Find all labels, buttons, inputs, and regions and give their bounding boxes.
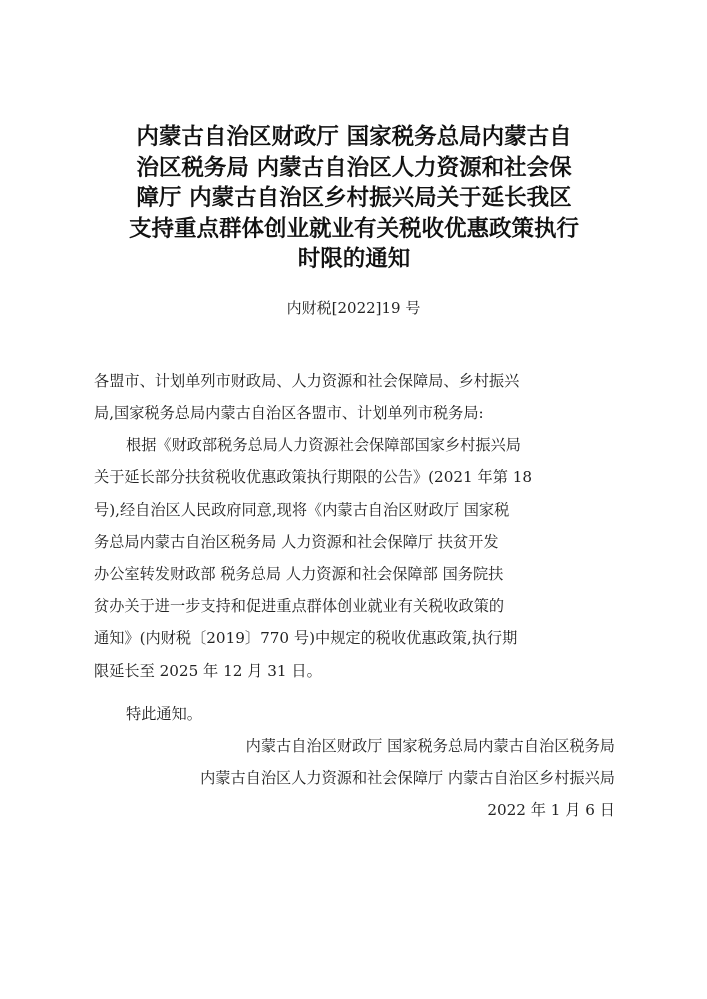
signature-line: 内蒙古自治区财政厅 国家税务总局内蒙古自治区税务局 xyxy=(245,737,615,755)
document-number: 内财税[2022]19 号 xyxy=(286,299,421,317)
body-line: 关于延长部分扶贫税收优惠政策执行期限的公告》(2021 年第 18 xyxy=(94,468,533,486)
document-date: 2022 年 1 月 6 日 xyxy=(487,801,615,819)
title-line: 内蒙古自治区财政厅 国家税务总局内蒙古自 xyxy=(136,124,572,150)
closing-line: 特此通知。 xyxy=(126,705,202,723)
body-line: 号),经自治区人民政府同意,现将《内蒙古自治区财政厅 国家税 xyxy=(94,501,510,519)
body-line: 限延长至 2025 年 12 月 31 日。 xyxy=(94,662,322,680)
body-line: 办公室转发财政部 税务总局 人力资源和社会保障部 国务院扶 xyxy=(94,565,504,583)
body-line: 根据《财政部税务总局人力资源社会保障部国家乡村振兴局 xyxy=(126,436,521,454)
title-line: 支持重点群体创业就业有关税收优惠政策执行 xyxy=(128,215,579,242)
body-line: 贫办关于进一步支持和促进重点群体创业就业有关税收政策的 xyxy=(94,597,505,615)
title-line: 时限的通知 xyxy=(297,246,411,272)
document-title xyxy=(90,122,618,275)
title-line: 治区税务局 内蒙古自治区人力资源和社会保 xyxy=(136,154,572,181)
addressee-line: 各盟市、计划单列市财政局、人力资源和社会保障局、乡村振兴 xyxy=(94,372,520,390)
title-line: 障厅 内蒙古自治区乡村振兴局关于延长我区 xyxy=(136,185,572,211)
addressee-line: 局,国家税务总局内蒙古自治区各盟市、计划单列市税务局: xyxy=(94,404,484,422)
signature-line: 内蒙古自治区人力资源和社会保障厅 内蒙古自治区乡村振兴局 xyxy=(200,769,615,787)
body-line: 通知》(内财税〔2019〕770 号)中规定的税收优惠政策,执行期 xyxy=(94,629,518,647)
body-line: 务总局内蒙古自治区税务局 人力资源和社会保障厅 扶贫开发 xyxy=(94,533,499,551)
